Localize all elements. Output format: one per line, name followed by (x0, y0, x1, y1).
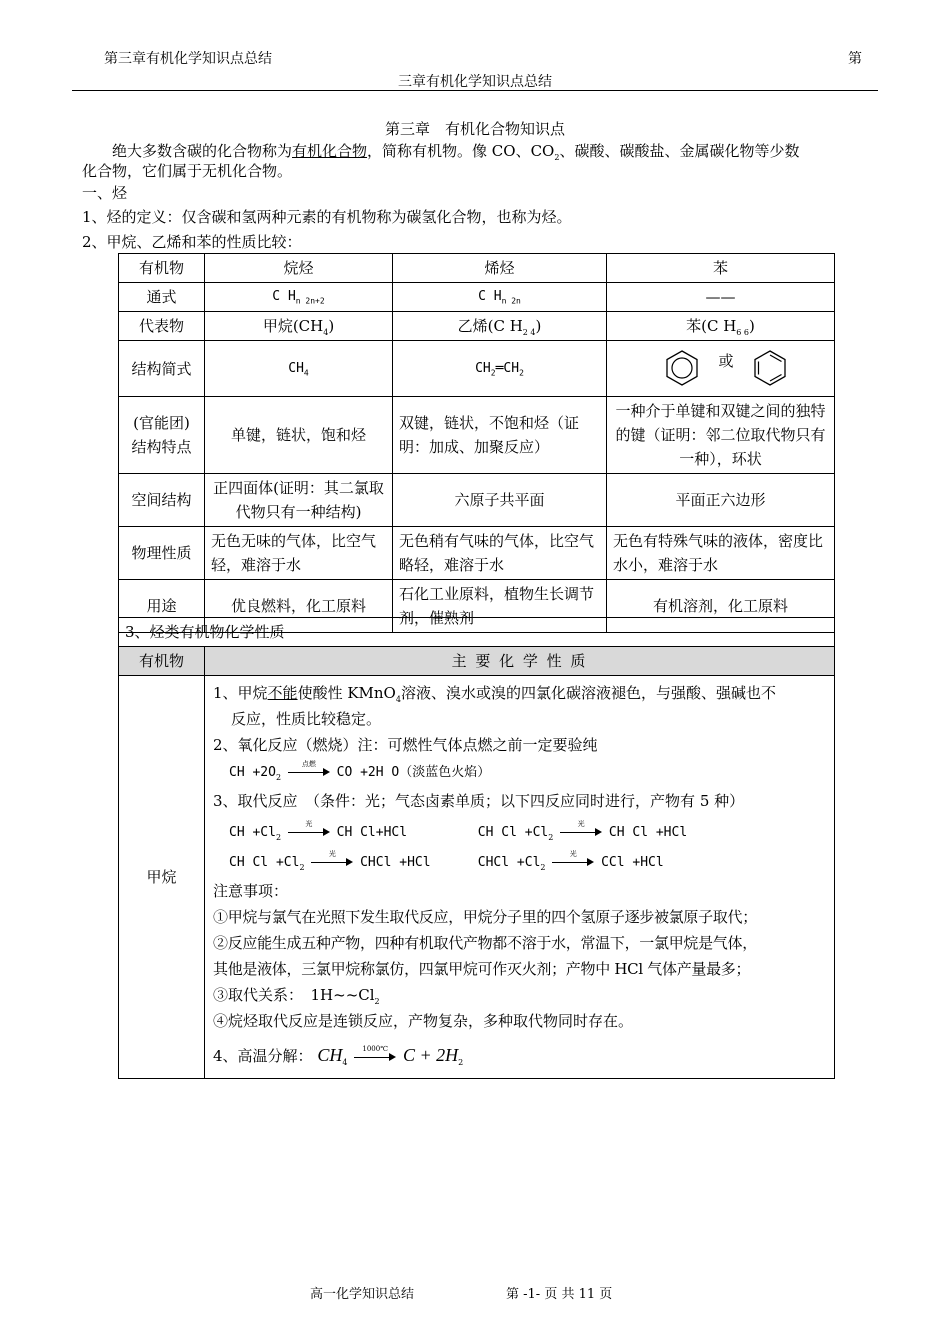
note-line: ①甲烷与氯气在光照下发生取代反应，甲烷分子里的四个氢原子逐步被氯原子取代； (213, 908, 757, 926)
cell: $CH_4$ (205, 341, 393, 397)
row-label: 用途 (119, 580, 205, 633)
properties-cell (205, 676, 835, 1079)
cell: C $H_{n 2n}$ (393, 283, 607, 312)
substitution-equations: CH $Cl +Cl_2$ 光 CHCl +HCl CHCl $+Cl_2$ 光 CCl +HCl (229, 850, 664, 872)
table-row (119, 283, 835, 312)
property-line: 2、氧化反应（燃烧）注：可燃性气体点燃之前一定要验纯 (213, 736, 598, 754)
intro-paragraph (82, 140, 872, 162)
cell: 优良燃料，化工原料 (205, 580, 393, 633)
row-label: 结构简式 (119, 341, 205, 397)
intro-text-c: 、碳酸、碳酸盐、金属碳化物等少数 (559, 142, 800, 160)
notes-title: 注意事项： (213, 882, 289, 900)
cell: 无色稍有气味的气体，比空气略轻，难溶于水 (393, 527, 607, 580)
intro-term: 有机化合物 (292, 142, 368, 160)
combustion-equation: CH $+2O_2$ 点燃 CO +2H O（淡蓝色火焰） (229, 760, 491, 782)
intro-text-b: ，简称有机物。像 CO、CO (367, 142, 555, 160)
or-text: 或 (717, 351, 734, 370)
cell: —— (607, 283, 835, 312)
cell: 平面正六边形 (607, 474, 835, 527)
header-cell: 烯烃 (393, 254, 607, 283)
table-row (119, 647, 835, 676)
reaction-arrow-icon: 点燃 (288, 767, 330, 777)
cell: 正四面体(证明：其二氯取代物只有一种结构) (205, 474, 393, 527)
note-line: 其他是液体，三氯甲烷称氯仿，四氯甲烷可作灭火剂；产物中 HCl 气体产量最多； (213, 960, 751, 978)
comparison-table (118, 253, 835, 633)
section-title: 3、烃类有机物化学性质 (119, 618, 835, 647)
comparison-heading: 2、甲烷、乙烯和苯的性质比较： (82, 233, 302, 251)
header-cell: 主 要 化 学 性 质 (205, 647, 835, 676)
header-left: 第三章有机化学知识点总结 (104, 51, 272, 67)
table-row (119, 397, 835, 474)
table-row (119, 527, 835, 580)
cell: 石化工业原料，植物生长调节剂，催熟剂 (393, 580, 607, 633)
table-row (119, 474, 835, 527)
footer-left: 高一化学知识总结 (310, 1287, 415, 1302)
cell: 六原子共平面 (393, 474, 607, 527)
table-row (119, 254, 835, 283)
table-row (119, 341, 835, 397)
property-line: 反应，性质比较稳定。 (231, 710, 382, 728)
note-line: ③取代关系： $1H\sim\sim Cl_2$ (213, 986, 380, 1006)
benzene-structures (607, 341, 835, 397)
footer-page-number: 第 -1- 页 共 11 页 (506, 1287, 613, 1302)
header-cell: 有机物 (119, 647, 205, 676)
section-heading: 一、烃 (82, 184, 128, 202)
reaction-arrow-icon: 1000℃ (354, 1052, 396, 1062)
cell: 一种介于单键和双键之间的独特的键（证明：邻二位取代物只有一种），环状 (607, 397, 835, 474)
cell: 无色有特殊气味的液体，密度比水小，难溶于水 (607, 527, 835, 580)
header-center: 三章有机化学知识点总结 (398, 74, 552, 90)
header-cell: 苯 (607, 254, 835, 283)
table-row (119, 312, 835, 341)
header-right: 第 (848, 51, 862, 67)
row-label: 物理性质 (119, 527, 205, 580)
header-cell: 烷烃 (205, 254, 393, 283)
cell: $CH_2═CH_2$ (393, 341, 607, 397)
cell: 甲烷$(CH_4)$ (205, 312, 393, 341)
note-line: ④烷烃取代反应是连锁反应，产物复杂，多种取代物同时存在。 (213, 1012, 634, 1030)
cell: 无色无味的气体，比空气轻，难溶于水 (205, 527, 393, 580)
definition: 1、烃的定义：仅含碳和氢两种元素的有机物称为碳氢化合物，也称为烃。 (82, 208, 572, 226)
substitution-equations: CH $+Cl_2$ 光 CH Cl+HCl CH $Cl +Cl_2$ 光 CH Cl +HCl (229, 820, 688, 842)
cell: 单键，链状，饱和烃 (205, 397, 393, 474)
row-label: 通式 (119, 283, 205, 312)
table-row (119, 618, 835, 647)
row-label: 代表物 (119, 312, 205, 341)
doc-title: 第三章 有机化合物知识点 (384, 120, 565, 138)
table-row (119, 676, 835, 1079)
row-label: (官能团) 结构特点 (119, 397, 205, 474)
header-rule (72, 90, 878, 91)
reaction-arrow-icon: 光 (288, 827, 330, 837)
reaction-arrow-icon: 光 (552, 857, 594, 867)
intro-sub: 2 (554, 153, 560, 162)
decomposition-line: 4、高温分解： $CH_4$ 1000℃ $C + 2H_2$ (213, 1045, 464, 1067)
cell: 苯(C $H_{6 6}$) (607, 312, 835, 341)
benzene-ring-icon (646, 346, 796, 392)
substance-name: 甲烷 (119, 676, 205, 1079)
cell: 有机溶剂，化工原料 (607, 580, 835, 633)
reaction-arrow-icon: 光 (311, 857, 353, 867)
cell: 双键，链状，不饱和烃（证明：加成、加聚反应） (393, 397, 607, 474)
intro-text-a: 绝大多数含碳的化合物称为 (112, 142, 293, 160)
note-line: ②反应能生成五种产物，四种有机取代产物都不溶于水，常温下，一氯甲烷是气体， (213, 934, 757, 952)
property-line: 3、取代反应 （条件：光；气态卤素单质；以下四反应同时进行，产物有 5 种） (213, 792, 745, 810)
cell: 乙烯(C $H_{2 4}$) (393, 312, 607, 341)
reaction-arrow-icon: 光 (560, 827, 602, 837)
intro-line2: 化合物，它们属于无机化合物。 (82, 162, 293, 180)
header-cell: 有机物 (119, 254, 205, 283)
cell: C $H_{n 2n+2}$ (205, 283, 393, 312)
chemical-properties-table (118, 617, 835, 1079)
row-label: 空间结构 (119, 474, 205, 527)
property-line: 1、甲烷不能使酸性 KMnO$_4$溶液、溴水或溴的四氯化碳溶液褪色，与强酸、强碱也不 (213, 684, 776, 704)
